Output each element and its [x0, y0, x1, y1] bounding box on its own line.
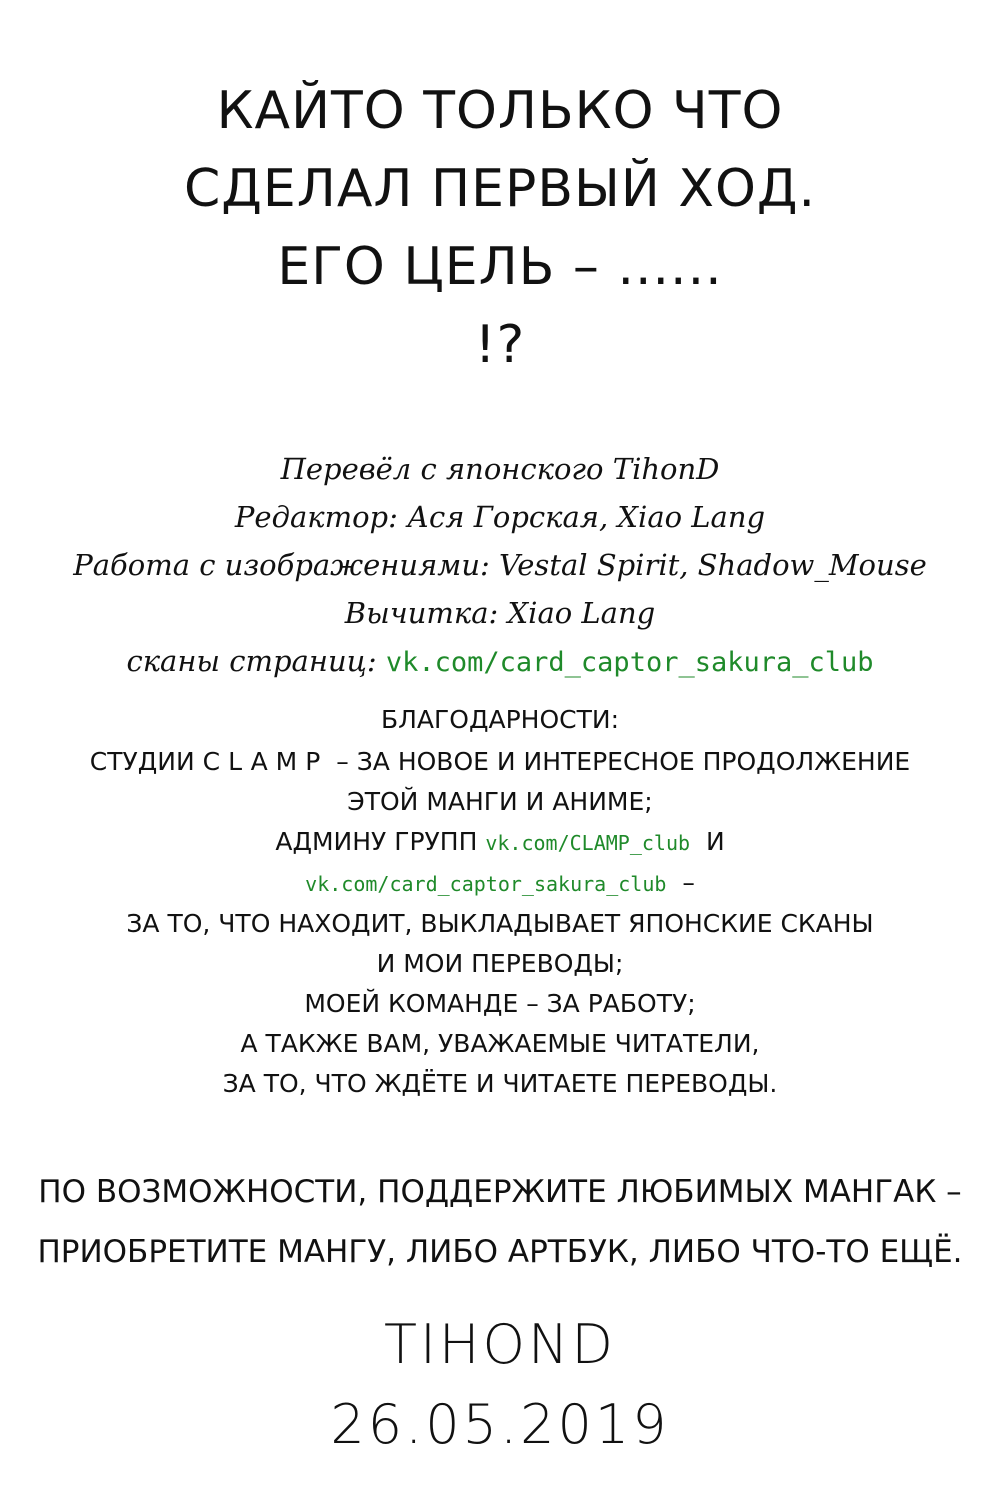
thanks-line-5: ЗА ТО, ЧТО НАХОДИТ, ВЫКЛАДЫВАЕТ ЯПОНСКИЕ СКАНЫ [126, 909, 874, 938]
headline-line-2: СДЕЛАЛ ПЕРВЫЙ ХОД. [183, 159, 817, 219]
editor-credit: Редактор: Ася Горская, Xiao Lang [234, 500, 766, 534]
translator-credit: Перевёл с японского TihonD [280, 452, 720, 486]
clamp-club-link[interactable]: vk.com/CLAMP_club [485, 831, 691, 855]
scans-credit [0, 637, 1000, 687]
thanks-line-studio [0, 742, 1000, 782]
studio-name: CLAMP [202, 747, 329, 776]
thanks-line-7: МОЕЙ КОМАНДЕ – ЗА РАБОТУ; [304, 989, 696, 1018]
scans-link[interactable]: vk.com/card_captor_sakura_club [385, 647, 874, 678]
thanks-line-admin [0, 822, 1000, 863]
thanks-line-6: И МОИ ПЕРЕВОДЫ; [376, 949, 624, 978]
support-line-2: ПРИОБРЕТИТЕ МАНГУ, ЛИБО АРТБУК, ЛИБО ЧТО-ТО ЕЩЁ. [37, 1234, 963, 1270]
credits-block [0, 445, 1000, 687]
headline-line-4: !? [474, 315, 526, 375]
admin-and: И [705, 827, 725, 856]
images-credit: Работа с изображениями: Vestal Spirit, Shadow_Mouse [73, 548, 927, 582]
signature-date: 26.05.2019 [330, 1393, 670, 1456]
headline-line-3: ЕГО ЦЕЛЬ – ...... [277, 237, 723, 297]
sakura-club-link[interactable]: vk.com/card_captor_sakura_club [305, 872, 667, 896]
thanks-line-8: А ТАКЖЕ ВАМ, УВАЖАЕМЫЕ ЧИТАТЕЛИ, [240, 1029, 760, 1058]
thanks-line-9: ЗА ТО, ЧТО ЖДЁТЕ И ЧИТАЕТЕ ПЕРЕВОДЫ. [222, 1069, 778, 1098]
proofreading-credit: Вычитка: Xiao Lang [344, 596, 656, 630]
thanks-title: БЛАГОДАРНОСТИ: [380, 705, 619, 734]
thanks-line-group [0, 863, 1000, 904]
thanks-line-2: ЭТОЙ МАНГИ И АНИМЕ; [347, 787, 653, 816]
thanks-block [0, 700, 1000, 1104]
studio-suffix: – ЗА НОВОЕ И ИНТЕРЕСНОЕ ПРОДОЛЖЕНИЕ [336, 747, 911, 776]
support-line-1: ПО ВОЗМОЖНОСТИ, ПОДДЕРЖИТЕ ЛЮБИМЫХ МАНГАК – [38, 1174, 962, 1210]
headline-line-1: КАЙТО ТОЛЬКО ЧТО [216, 81, 784, 141]
studio-prefix: СТУДИИ [89, 747, 195, 776]
group-dash: – [682, 868, 695, 897]
scans-label: сканы страниц: [126, 644, 377, 678]
signature-name: TIHOND [384, 1313, 616, 1376]
admin-prefix: АДМИНУ ГРУПП [275, 827, 478, 856]
headline [0, 72, 1000, 384]
signature-block [0, 1305, 1000, 1465]
support-block [0, 1162, 1000, 1282]
